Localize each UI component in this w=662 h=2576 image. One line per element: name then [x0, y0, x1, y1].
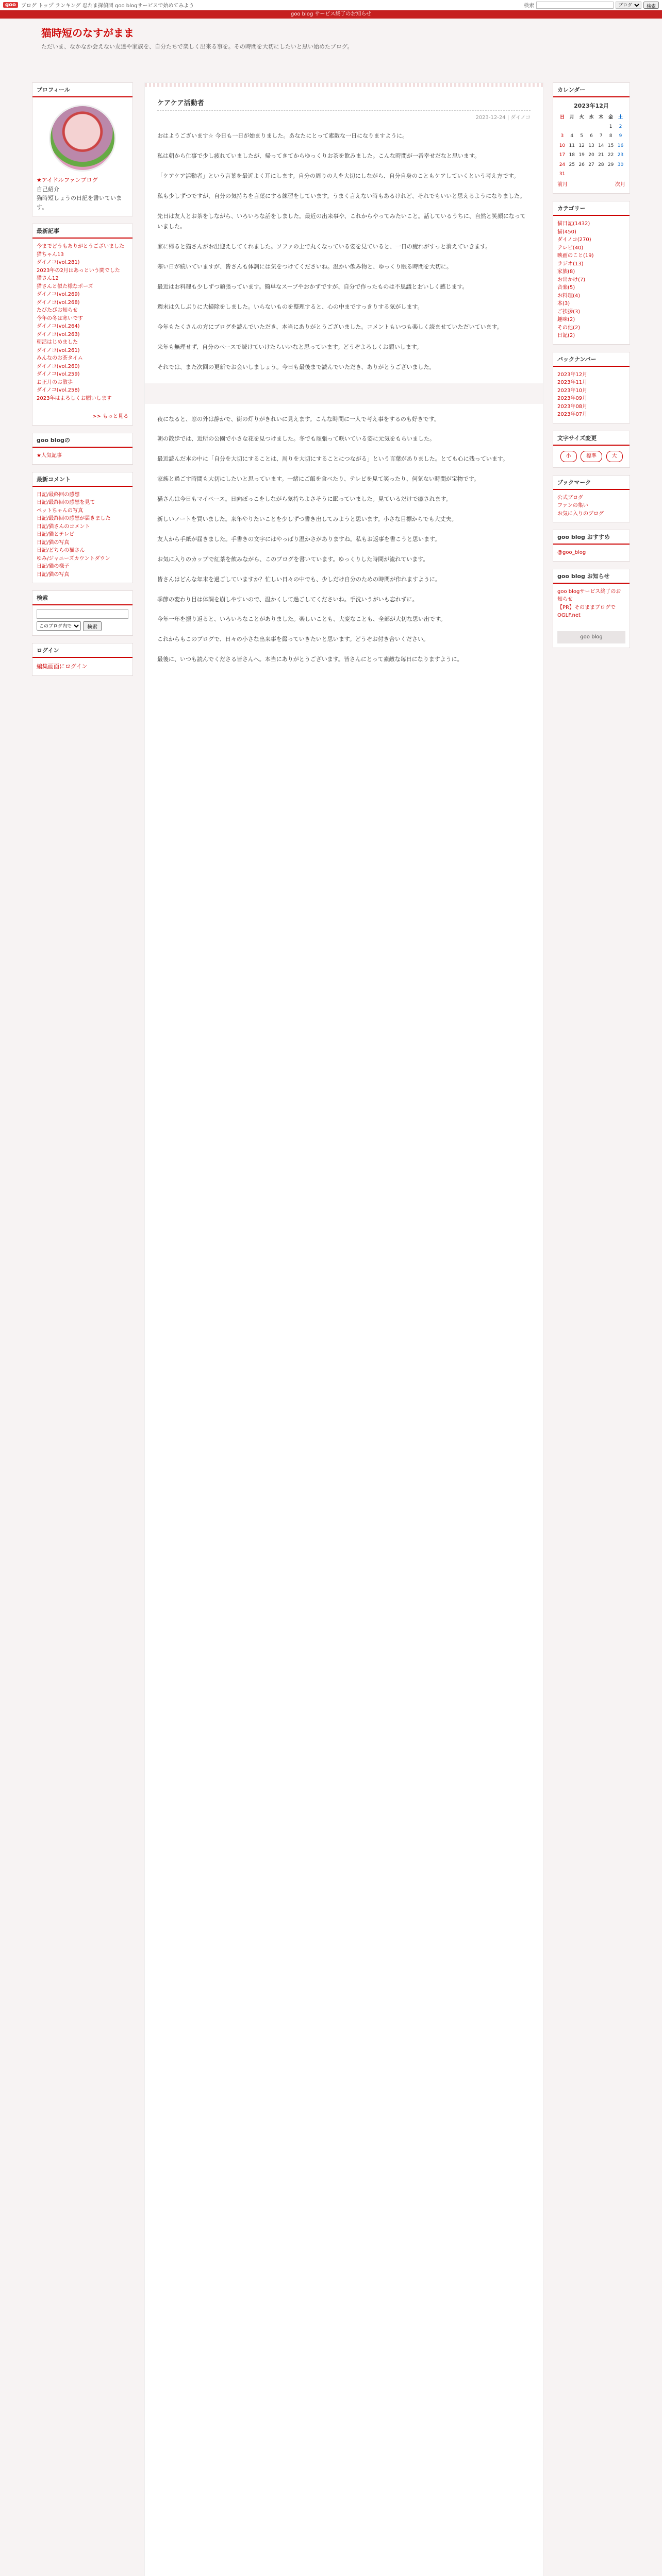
comment-link[interactable]: 日記/猫の様子	[37, 564, 70, 570]
backnumber-link[interactable]: 2023年12月	[557, 371, 588, 378]
fontsize-medium[interactable]: 標準	[581, 451, 602, 462]
calendar-day	[587, 170, 597, 179]
post-paragraph: 私は朝から仕事で少し疲れていましたが、帰ってきてからゆっくりお茶を飲みました。こんな時間が一番幸せだなと思います。	[157, 152, 481, 159]
backnumber-heading: バックナンバー	[553, 352, 630, 367]
categories-box	[553, 201, 630, 345]
post-paragraph: 今年もたくさんの方にブログを読んでいただき、本当にありがとうございました。コメントもいつも楽しく読ませていただいています。	[157, 323, 503, 330]
fontsize-box	[553, 431, 630, 468]
goo-recommend-link[interactable]: @goo_blog	[557, 550, 586, 556]
backnumber-link[interactable]: 2023年07月	[557, 412, 588, 418]
search-heading: 検索	[32, 591, 133, 605]
recent-post-link[interactable]: ダイノコ(vol.258)	[37, 387, 80, 394]
calendar-weekday: 日	[559, 114, 565, 120]
top-utility-bar	[0, 0, 662, 10]
post-paragraph: 朝の散歩では、近所の公園で小さな花を見つけました。冬でも頑張って咲いている姿に元気をもらいました。	[157, 435, 435, 443]
calendar-day	[616, 170, 625, 179]
calendar-weekday: 金	[608, 114, 614, 120]
calendar-day	[596, 122, 606, 131]
calendar-day	[587, 122, 597, 131]
top-links[interactable]: ブログ トップ ランキング 忍たま探偵団 goo blogサービスで始めてみよう	[21, 3, 194, 9]
calendar-weekday: 土	[618, 114, 623, 120]
calendar-day[interactable]: 9	[619, 133, 622, 139]
post-paragraph: 新しいノートを買いました。来年やりたいことを少しずつ書き出してみようと思います。小さな目標からでも大丈夫。	[157, 516, 457, 523]
backnumber-link[interactable]: 2023年10月	[557, 387, 588, 394]
category-link[interactable]: 日記(2)	[557, 333, 575, 339]
blog-search-input[interactable]	[37, 609, 128, 619]
calendar-day[interactable]: 4	[570, 133, 574, 139]
comment-link[interactable]: 日記/最終回の感想	[37, 492, 80, 498]
calendar-day	[557, 122, 567, 131]
calendar-heading: カレンダー	[553, 83, 630, 97]
post-title[interactable]: ケアケア活動者	[157, 97, 531, 111]
tag-link[interactable]: ★人気記事	[37, 453, 62, 459]
calendar-day[interactable]: 31	[559, 171, 566, 177]
category-link[interactable]: お出かけ(7)	[557, 277, 586, 283]
profile-owner-text: 猫時短しょうの日記を書いています。	[37, 195, 122, 211]
recent-post-link[interactable]: 今年の冬は寒いです	[37, 315, 83, 321]
post-paragraph: 来年も無理せず、自分のペースで続けていけたらいいなと思っています。どうぞよろしくお願いします。	[157, 343, 422, 350]
recent-posts-box	[32, 224, 133, 426]
post-paragraphs-b	[157, 414, 531, 666]
categories-heading: カテゴリー	[553, 201, 630, 216]
calendar-day[interactable]: 12	[578, 143, 585, 148]
calendar-day[interactable]: 28	[598, 162, 604, 167]
recent-post-link[interactable]: ダイノコ(vol.269)	[37, 292, 80, 298]
recent-post-link[interactable]: ダイノコ(vol.261)	[37, 347, 80, 353]
calendar-day	[577, 122, 587, 131]
calendar-day[interactable]: 26	[578, 162, 585, 167]
search-box	[32, 590, 133, 636]
top-search-input[interactable]	[536, 2, 614, 9]
category-link[interactable]: テレビ(40)	[557, 245, 584, 251]
post-meta: 2023-12-24 | ダイノコ	[475, 115, 531, 121]
calendar-weekday: 月	[569, 114, 574, 120]
top-search-label: 検索	[523, 3, 534, 9]
post-section-divider	[145, 383, 543, 404]
tags-box	[32, 433, 133, 465]
recent-post-link[interactable]: 猫さんと似た様なポーズ	[37, 283, 93, 290]
recent-post-link[interactable]: ダイノコ(vol.260)	[37, 363, 80, 369]
calendar-prev[interactable]: 前月	[557, 182, 568, 188]
post-body	[145, 123, 543, 665]
post-paragraph: 「ケアケア活動者」という言葉を最近よく耳にします。自分の周りの人を大切にしながら、自分自身のこともケアしていくという考え方です。	[157, 172, 519, 179]
backnumber-box	[553, 352, 630, 423]
fontsize-heading: 文字サイズ変更	[553, 431, 630, 446]
calendar-day[interactable]: 2	[619, 124, 622, 129]
fontsize-large[interactable]: 大	[606, 451, 623, 462]
recent-post-link[interactable]: 2023年はよろしくお願いします	[37, 395, 112, 401]
post-paragraph: 皆さんはどんな年末を過ごしていますか？忙しい日々の中でも、少しだけ自分のための時間が作れますように。	[157, 575, 441, 583]
post-paragraphs-a	[157, 131, 531, 373]
calendar-day[interactable]: 24	[559, 162, 566, 167]
top-search	[524, 1, 659, 9]
category-link[interactable]: 猫日記(1432)	[557, 221, 590, 227]
calendar-day	[567, 122, 577, 131]
comment-link[interactable]: 日記/最終回の感想を見て	[37, 500, 95, 506]
calendar-day	[567, 170, 577, 179]
recent-post-link[interactable]: 猫ちゃん13	[37, 251, 64, 258]
calendar-day[interactable]: 25	[569, 162, 575, 167]
calendar-day[interactable]: 3	[560, 133, 564, 139]
backnumber-link[interactable]: 2023年09月	[557, 396, 588, 402]
comment-link[interactable]: 日記/最終回の感想が届きました	[37, 516, 111, 522]
notice-link[interactable]: 【PR】そのままブログでOGLF.net	[557, 604, 616, 619]
calendar-day	[596, 170, 606, 179]
recent-post-link[interactable]: ダイノコ(vol.264)	[37, 324, 80, 330]
post-paragraph: お気に入りのカップで紅茶を飲みながら、このブログを書いています。ゆっくりした時間が流れています。	[157, 555, 429, 563]
category-link[interactable]: ラジオ(13)	[557, 261, 584, 267]
comments-heading: 最新コメント	[32, 472, 133, 487]
recent-more-link[interactable]: >> もっと見る	[92, 414, 128, 420]
calendar-day[interactable]: 20	[588, 152, 594, 158]
page-layout	[32, 82, 630, 2576]
calendar-weekday: 木	[599, 114, 604, 120]
calendar-day[interactable]: 23	[617, 152, 624, 158]
calendar-day[interactable]: 5	[580, 133, 583, 139]
backnumber-list	[553, 367, 630, 423]
calendar-box	[553, 82, 630, 194]
calendar-day[interactable]: 17	[559, 152, 566, 158]
post-paragraph: 週末は久しぶりに大掃除をしました。いらないものを整理すると、心の中まですっきりする気がします。	[157, 303, 423, 311]
main-article	[144, 82, 543, 2576]
category-link[interactable]: 趣味(2)	[557, 317, 575, 323]
recent-post-link[interactable]: 朝活はじめました	[37, 340, 78, 346]
notice-link[interactable]: goo blogサービス終了のお知らせ	[557, 588, 621, 603]
backnumber-link[interactable]: 2023年11月	[557, 380, 588, 386]
recent-posts-heading: 最新記事	[32, 224, 133, 239]
post-paragraph: 家族と過ごす時間も大切にしたいと思っています。一緒にご飯を食べたり、テレビを見て笑ったり、何気ない時間が宝物です。	[157, 476, 480, 483]
bookmark-box	[553, 475, 630, 523]
goo-notice-box	[553, 569, 630, 648]
fontsize-small[interactable]: 小	[560, 451, 577, 462]
profile-name-link[interactable]: ★アイドルファンブログ	[37, 177, 98, 183]
comments-box	[32, 472, 133, 584]
bookmark-link[interactable]: 公式ブログ	[557, 495, 583, 501]
calendar-day[interactable]: 10	[559, 143, 566, 148]
comment-link[interactable]: 日記/どちらの猫さん	[37, 548, 85, 554]
top-search-scope[interactable]	[616, 2, 641, 9]
recent-post-link[interactable]: ダイノコ(vol.281)	[37, 260, 80, 266]
goo-recommend-box	[553, 530, 630, 562]
blog-header	[0, 19, 662, 56]
calendar-day[interactable]: 14	[598, 143, 604, 148]
post-paragraph: これからもこのブログで、日々の小さな出来事を綴っていきたいと思います。どうぞお付き合いください。	[157, 636, 429, 643]
comment-link[interactable]: 日記/猫の写真	[37, 571, 70, 578]
calendar-day[interactable]: 21	[598, 152, 604, 158]
goo-notice-list	[553, 584, 630, 624]
comment-link[interactable]: ペットちゃんの写真	[37, 507, 83, 514]
calendar-day	[577, 170, 587, 179]
post-paragraph: それでは、また次回の更新でお会いしましょう。今日も最後まで読んでいただき、ありがとうございました。	[157, 363, 435, 370]
calendar-day[interactable]: 1	[609, 124, 613, 129]
recent-post-link[interactable]: たびたびお知らせ	[37, 308, 78, 314]
calendar-day[interactable]: 27	[588, 162, 594, 167]
comment-link[interactable]: 日記/猫の写真	[37, 539, 70, 546]
category-link[interactable]: 映画のこと(19)	[557, 253, 594, 259]
calendar-day[interactable]: 19	[578, 152, 585, 158]
login-heading: ログイン	[32, 643, 133, 658]
calendar-weekday: 火	[579, 114, 584, 120]
right-sidebar	[553, 82, 630, 655]
post-paragraph: おはようございます☆ 今日も一日が始まりました。あなたにとって素敵な一日になりますように。	[157, 132, 408, 139]
bookmark-heading: ブックマーク	[553, 476, 630, 490]
comment-link[interactable]: ゆみ/ジャニーズカウントダウン	[37, 555, 110, 562]
category-link[interactable]: 家族(8)	[557, 269, 575, 275]
left-sidebar	[32, 82, 133, 683]
calendar-next[interactable]: 次月	[615, 182, 625, 188]
login-box	[32, 643, 133, 676]
post-paragraph: 私も少しずつですが、自分の気持ちを言葉にする練習をしています。うまく言えない時もあるけれど、それでもいいと思えるようになりました。	[157, 192, 526, 199]
tags-list	[32, 448, 133, 464]
calendar-day[interactable]: 6	[590, 133, 593, 139]
post-paragraph: 友人から手紙が届きました。手書きの文字にはやっぱり温かさがありますね。私もお返事を書こうと思います。	[157, 535, 441, 543]
recent-post-link[interactable]: ダイノコ(vol.263)	[37, 331, 80, 337]
recent-posts-list	[32, 239, 133, 406]
post-paragraph: 季節の変わり目は体調を崩しやすいので、温かくして過ごしてくださいね。手洗いうがいも忘れずに。	[157, 596, 418, 603]
goo-notice-heading: goo blog お知らせ	[553, 569, 630, 584]
calendar-day[interactable]: 13	[588, 143, 594, 148]
recent-post-link[interactable]: みんなのお茶タイム	[37, 355, 83, 362]
calendar-table	[557, 113, 625, 179]
category-link[interactable]: ダイノコ(270)	[557, 237, 591, 243]
calendar-day[interactable]: 8	[609, 133, 613, 139]
goo-recommend-heading: goo blog おすすめ	[553, 530, 630, 545]
goo-logo[interactable]: goo	[3, 2, 18, 8]
goo-blog-button[interactable]: goo blog	[557, 631, 625, 643]
bookmark-list	[553, 490, 630, 522]
calendar-day[interactable]: 30	[617, 162, 624, 167]
calendar-weekday: 水	[589, 114, 594, 120]
post-paragraph: 最近はお料理も少しずつ頑張っています。簡単なスープやおかずですが、自分で作ったものは不思議とおいしく感じます。	[157, 283, 468, 291]
post-paragraph: 今年一年を振り返ると、いろいろなことがありました。楽しいことも、大変なことも、全部が大切な思い出です。	[157, 616, 446, 623]
comment-link[interactable]: 日記/猫とテレビ	[37, 532, 75, 538]
backnumber-link[interactable]: 2023年08月	[557, 403, 588, 410]
comments-list	[32, 487, 133, 583]
post-paragraph: 寒い日が続いていますが、皆さんも体調には気をつけてくださいね。温かい飲み物と、ゆっくり眠る時間を大切に。	[157, 263, 452, 270]
tags-heading: goo blogの	[32, 433, 133, 448]
blog-search-button[interactable]: 検索	[83, 621, 102, 631]
calendar-day[interactable]: 18	[569, 152, 575, 158]
bookmark-link[interactable]: お気に入りのブログ	[557, 511, 604, 517]
post-paragraph: 先日は友人とお茶をしながら、いろいろな話をしました。最近の出来事や、これからやってみたいこと。話しているうちに、自然と笑顔になっていました。	[157, 212, 526, 230]
recent-post-link[interactable]: ダイノコ(vol.268)	[37, 299, 80, 306]
top-search-button[interactable]: 検索	[643, 2, 659, 9]
post-paragraph: 夜になると、窓の外は静かで、街の灯りがきれいに見えます。こんな時間に一人で考え事をするのも好きです。	[157, 415, 440, 422]
calendar-day[interactable]: 11	[569, 143, 575, 148]
blog-search-scope[interactable]	[37, 621, 81, 631]
comment-link[interactable]: 日記/猫さんのコメント	[37, 523, 90, 530]
blog-title[interactable]: 猫時短のなすがまま	[41, 27, 134, 39]
categories-list	[553, 216, 630, 344]
calendar-day[interactable]: 7	[599, 133, 603, 139]
calendar-day[interactable]: 15	[607, 143, 614, 148]
profile-owner-label: 自己紹介	[37, 185, 59, 193]
recent-post-link[interactable]: 2023年の2月はあっという間でした	[37, 267, 120, 274]
post-paragraph: 猫さんは今日もマイペース。日向ぼっこをしながら気持ちよさそうに眠っていました。見ているだけで癒されます。	[157, 496, 452, 503]
notice-banner[interactable]: goo blog サービス終了のお知らせ	[0, 10, 662, 19]
calendar-day[interactable]: 22	[607, 152, 614, 158]
post-paragraph: 最後に、いつも読んでくださる皆さんへ。本当にありがとうございます。皆さんにとって素敵な毎日になりますように。	[157, 656, 463, 663]
bookmark-link[interactable]: ファンの集い	[557, 503, 588, 509]
profile-avatar[interactable]	[49, 105, 116, 172]
profile-heading: プロフィール	[32, 83, 133, 97]
category-link[interactable]: その他(2)	[557, 325, 581, 331]
category-link[interactable]: 猫(450)	[557, 229, 576, 235]
category-link[interactable]: お料理(4)	[557, 293, 581, 299]
recent-post-link[interactable]: 猫さん12	[37, 276, 59, 282]
category-link[interactable]: ご挨拶(3)	[557, 309, 581, 315]
login-link[interactable]: 編集画面にログイン	[37, 663, 88, 670]
main-top-stripe	[145, 83, 543, 87]
calendar-day[interactable]: 16	[617, 143, 624, 148]
post-paragraph: 家に帰ると猫さんがお出迎えしてくれました。ソファの上で丸くなっている姿を見ていると、一日の疲れがすっと消えていきます。	[157, 243, 491, 250]
recent-post-link[interactable]: お正月のお散歩	[37, 379, 73, 385]
profile-box	[32, 82, 133, 216]
post-paragraph: 最近読んだ本の中に「自分を大切にすることは、周りを大切にすることにつながる」という言葉がありました。とても心に残っています。	[157, 455, 508, 463]
recent-post-link[interactable]: ダイノコ(vol.259)	[37, 371, 80, 378]
calendar-day[interactable]: 29	[607, 162, 614, 167]
calendar-day	[606, 170, 616, 179]
calendar-title: 2023年12月	[574, 103, 609, 109]
blog-description: ただいま、なかなか会えない友達や家族を、自分たちで楽しく出来る事を。その時間を大切にしたいと思い始めたブログ。	[41, 43, 353, 50]
recent-post-link[interactable]: 今までどうもありがとうございました	[37, 244, 124, 250]
category-link[interactable]: 音楽(5)	[557, 285, 575, 291]
category-link[interactable]: 本(3)	[557, 301, 570, 307]
